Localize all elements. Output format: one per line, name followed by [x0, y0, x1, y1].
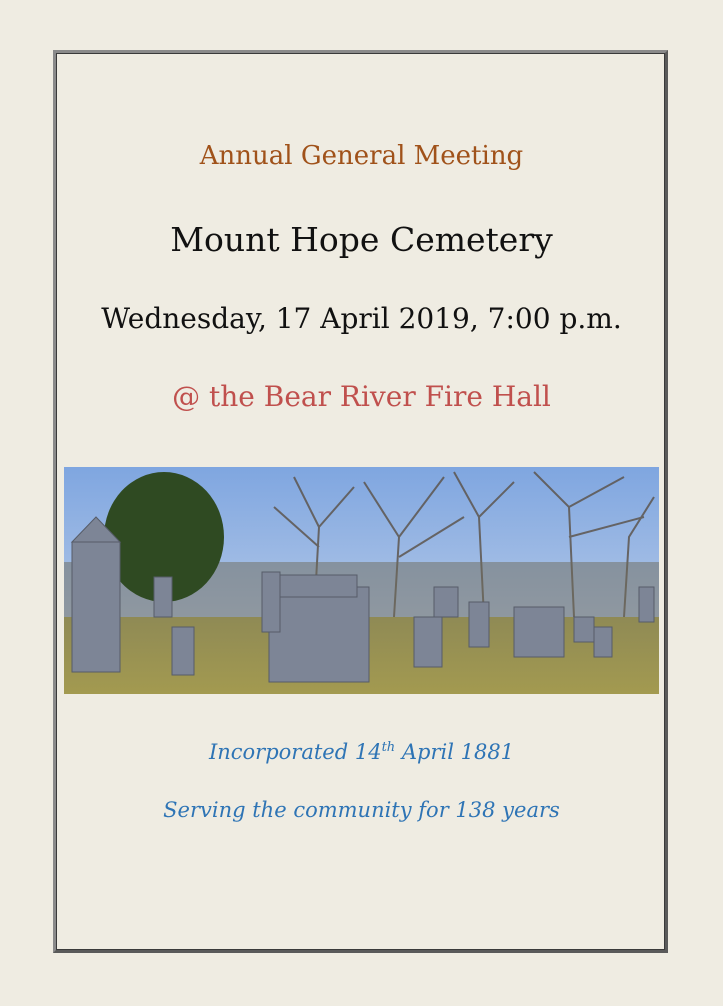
serving-text: Serving the community for 138 years	[163, 798, 560, 822]
cemetery-photo	[64, 467, 659, 694]
meeting-heading: Annual General Meeting	[199, 141, 524, 171]
organization-title: Mount Hope Cemetery	[170, 220, 553, 259]
incorporated-prefix: Incorporated 14	[208, 740, 382, 764]
meeting-location: @ the Bear River Fire Hall	[172, 380, 551, 413]
incorporated-text	[0, 740, 723, 764]
meeting-datetime: Wednesday, 17 April 2019, 7:00 p.m.	[101, 302, 622, 335]
incorporated-suffix: April 1881	[395, 740, 515, 764]
incorporated-sup: th	[381, 740, 396, 755]
